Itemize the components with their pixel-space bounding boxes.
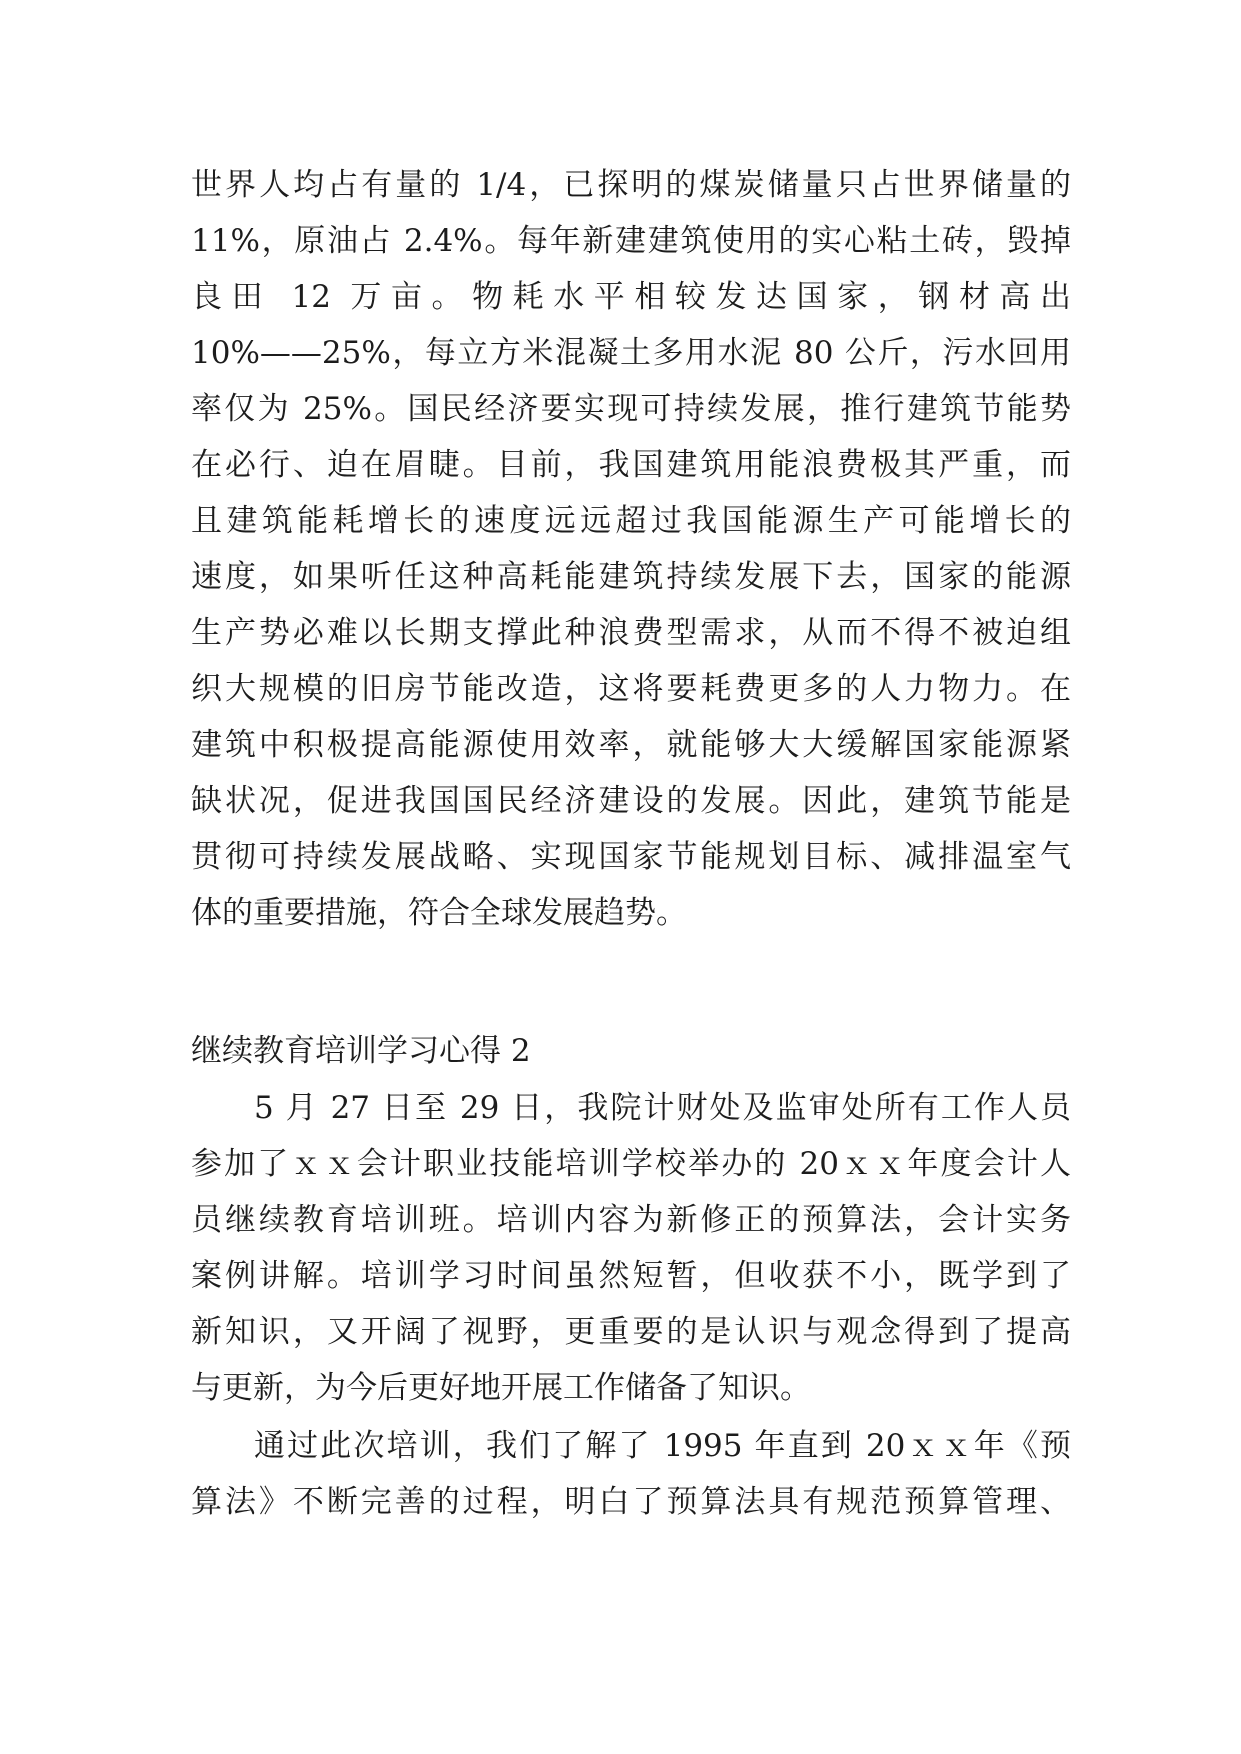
text-line: 员继续教育培训班。培训内容为新修正的预算法，会计实务 xyxy=(191,1202,1071,1238)
text-line: 生产势必难以长期支撑此种浪费型需求，从而不得不被迫组 xyxy=(191,615,1071,651)
text-line: 与更新，为今后更好地开展工作储备了知识。 xyxy=(191,1370,811,1406)
heading-text: 继续教育培训学习心得 2 xyxy=(191,1033,531,1069)
text-line: 世界人均占有量的 1/4，已探明的煤炭储量只占世界储量的 xyxy=(191,167,1071,203)
text-line: 新知识，又开阔了视野，更重要的是认识与观念得到了提高 xyxy=(191,1314,1071,1350)
text-line: 建筑中积极提高能源使用效率，就能够大大缓解国家能源紧 xyxy=(191,727,1071,763)
text-line: 速度，如果听任这种高耗能建筑持续发展下去，国家的能源 xyxy=(191,559,1071,595)
text-line: 在必行、迫在眉睫。目前，我国建筑用能浪费极其严重，而 xyxy=(191,447,1071,483)
text-line: 5 月 27 日至 29 日，我院计财处及监审处所有工作人员 xyxy=(254,1090,1071,1126)
text-line: 率仅为 25%。国民经济要实现可持续发展，推行建筑节能势 xyxy=(191,391,1071,427)
text-line: 体的重要措施，符合全球发展趋势。 xyxy=(191,895,687,931)
text-line: 11%，原油占 2.4%。每年新建建筑使用的实心粘土砖，毁掉 xyxy=(191,223,1071,259)
text-line: 贯彻可持续发展战略、实现国家节能规划目标、减排温室气 xyxy=(191,839,1071,875)
text-line: 算法》不断完善的过程，明白了预算法具有规范预算管理、 xyxy=(191,1484,1071,1520)
text-line: 良田 12 万亩。物耗水平相较发达国家，钢材高出 xyxy=(191,279,1071,315)
text-line: 通过此次培训，我们了解了 1995 年直到 20ｘｘ年《预 xyxy=(254,1428,1071,1464)
paragraph-energy-saving xyxy=(191,157,1071,941)
text-line: 织大规模的旧房节能改造，这将要耗费更多的人力物力。在 xyxy=(191,671,1071,707)
text-line: 缺状况，促进我国国民经济建设的发展。因此，建筑节能是 xyxy=(191,783,1071,819)
text-line: 且建筑能耗增长的速度远远超过我国能源生产可能增长的 xyxy=(191,503,1071,539)
text-line: 10%——25%，每立方米混凝土多用水泥 80 公斤，污水回用 xyxy=(191,335,1071,371)
text-line: 参加了ｘｘ会计职业技能培训学校举办的 20ｘｘ年度会计人 xyxy=(191,1146,1071,1182)
paragraph-budget-law xyxy=(191,1418,1071,1530)
paragraph-training-intro xyxy=(191,1080,1071,1416)
text-line: 案例讲解。培训学习时间虽然短暂，但收获不小，既学到了 xyxy=(191,1258,1071,1294)
section-heading xyxy=(191,1023,1071,1079)
